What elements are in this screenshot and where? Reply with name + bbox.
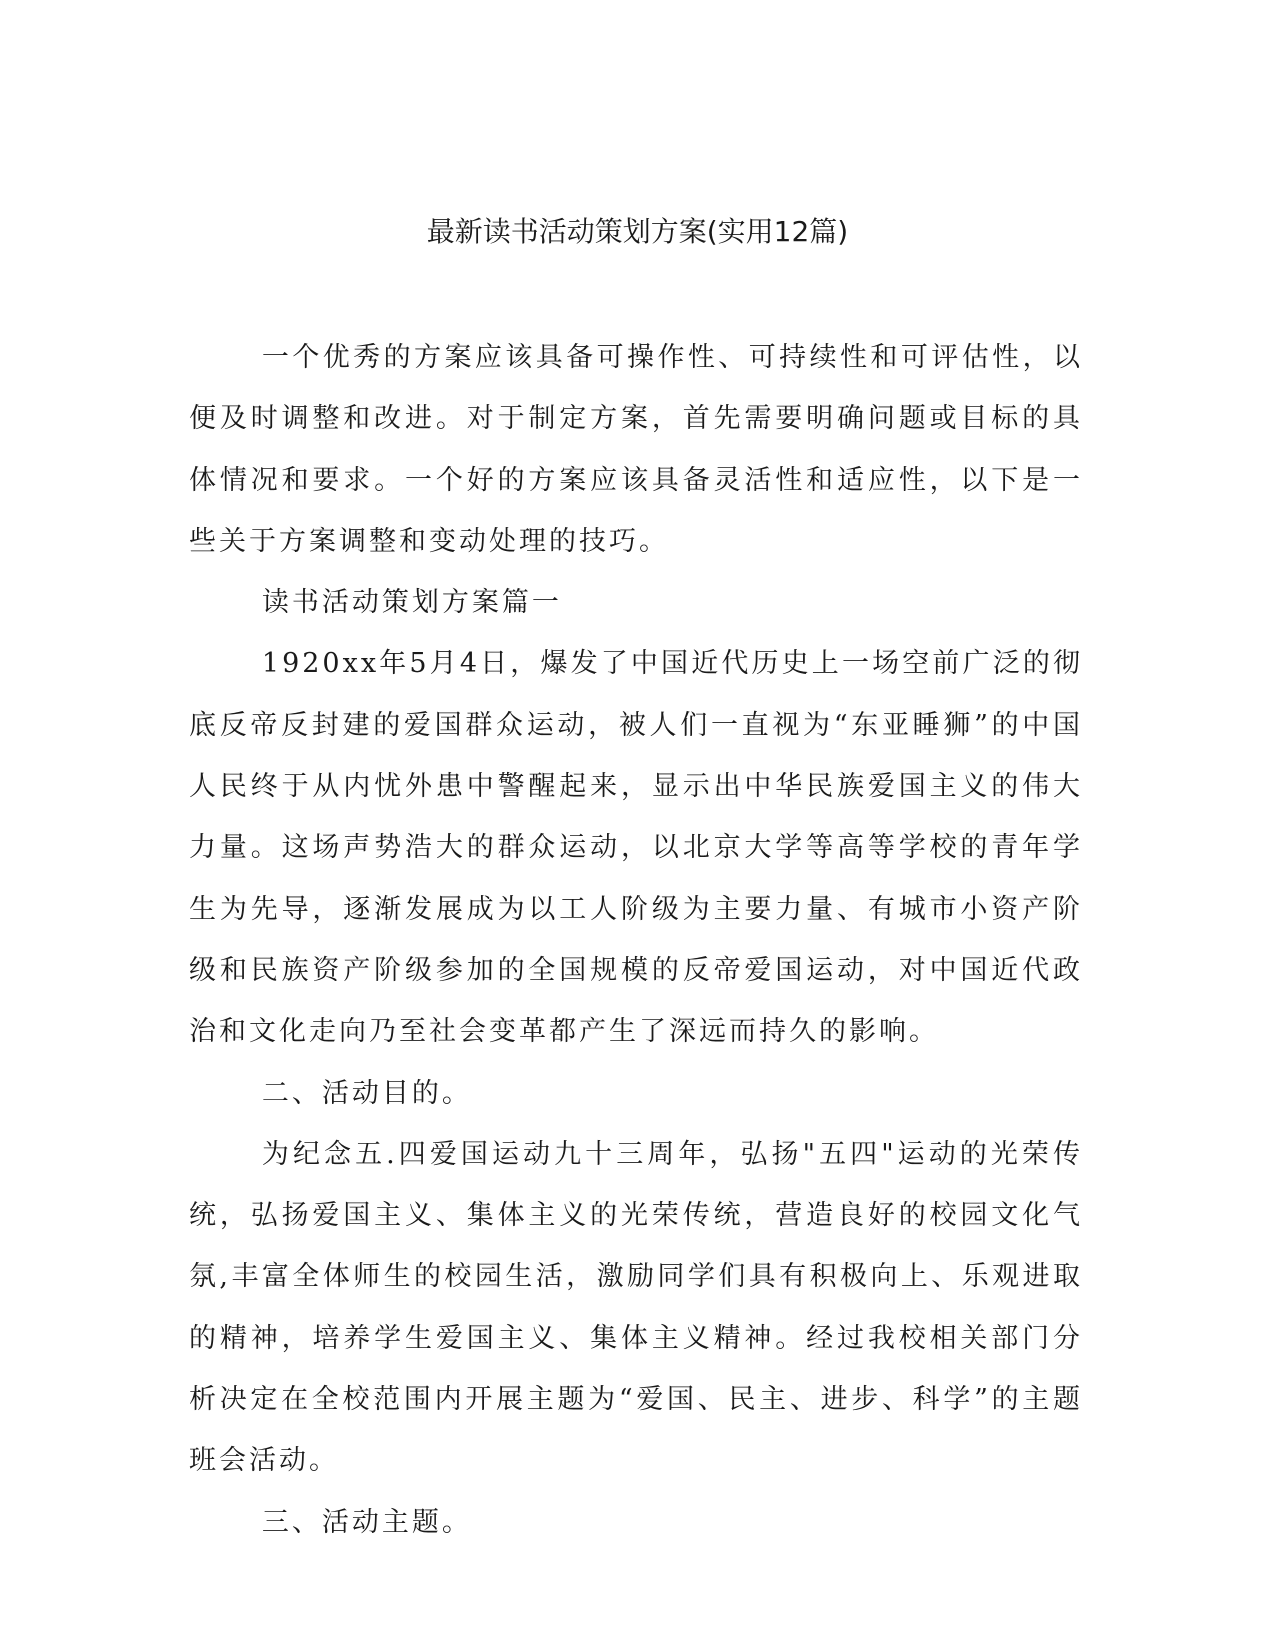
theme-heading: 三、活动主题。	[261, 1506, 472, 1538]
background-paragraph: 1920xx年5月4日，爆发了中国近代历史上一场空前广泛的彻底反帝反封建的爱国群众运动，被人们一直视为“东亚睡狮”的中国人民终于从内忧外患中警醒起来，显示出中华民族爱国主义的伟大力量。这场声势浩大的群众运动，以北京大学等高等学校的青年学生为先导，逐渐发展成为以工人阶级为主要力量、有城市小资产阶级和民族资产阶级参加的全国规模的反帝爱国运动，对中国近代政治和文化走向乃至社会变革都产生了深远而持久的影响。	[189, 648, 1083, 1048]
purpose-heading: 二、活动目的。	[261, 1077, 472, 1109]
document-title: 最新读书活动策划方案(实用12篇)	[426, 215, 849, 248]
document-body	[189, 327, 1083, 1553]
intro-paragraph: 一个优秀的方案应该具备可操作性、可持续性和可评估性，以便及时调整和改进。对于制定方案，首先需要明确问题或目标的具体情况和要求。一个好的方案应该具备灵活性和适应性，以下是一些关于方案调整和变动处理的技巧。	[189, 342, 1083, 557]
purpose-paragraph: 为纪念五.四爱国运动九十三周年，弘扬"五四"运动的光荣传统，弘扬爱国主义、集体主义的光荣传统，营造良好的校园文化气氛,丰富全体师生的校园生活，激励同学们具有积极向上、乐观进取的精神，培养学生爱国主义、集体主义精神。经过我校相关部门分析决定在全校范围内开展主题为“爱国、民主、进步、科学”的主题班会活动。	[189, 1138, 1083, 1477]
section-one-title: 读书活动策划方案篇一	[261, 587, 562, 619]
